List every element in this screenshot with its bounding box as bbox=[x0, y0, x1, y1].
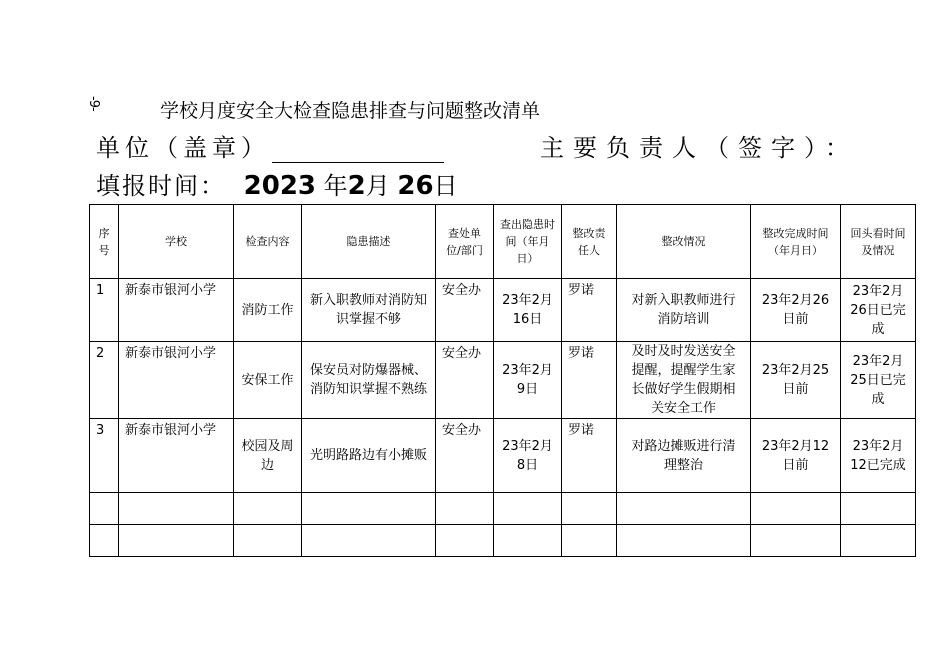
row-school: 新泰市银河小学 bbox=[119, 279, 234, 342]
fill-day-unit: 日 bbox=[433, 172, 458, 200]
row-no: 2 bbox=[90, 342, 119, 419]
row-status: 对新入职教师进行消防培训 bbox=[617, 279, 751, 342]
empty-row bbox=[90, 525, 916, 557]
row-no: 3 bbox=[90, 419, 119, 493]
header-cell: 查出隐患时间（年月日） bbox=[494, 205, 562, 279]
row-content: 消防工作 bbox=[234, 279, 302, 342]
header-cell: 序号 bbox=[90, 205, 119, 279]
row-school: 新泰市银河小学 bbox=[119, 419, 234, 493]
row-review: 23年2月26日已完成 bbox=[841, 279, 916, 342]
fill-year: 2023 bbox=[243, 171, 317, 201]
row-person: 罗诺 bbox=[562, 342, 617, 419]
row-found: 23年2月8日 bbox=[494, 419, 562, 493]
empty-row bbox=[90, 493, 916, 525]
header-cell: 整改责任人 bbox=[562, 205, 617, 279]
fill-time-label: 填报时间： bbox=[96, 172, 226, 200]
page-number: -9- bbox=[86, 96, 101, 111]
row-content: 校园及周边 bbox=[234, 419, 302, 493]
row-review: 23年2月25日已完成 bbox=[841, 342, 916, 419]
header-row bbox=[90, 205, 916, 279]
header-cell: 查处单位/部门 bbox=[436, 205, 494, 279]
row-desc: 新入职教师对消防知识掌握不够 bbox=[302, 279, 436, 342]
fill-year-unit: 年 bbox=[323, 172, 348, 200]
header-cell: 学校 bbox=[119, 205, 234, 279]
header-cell: 整改情况 bbox=[617, 205, 751, 279]
row-review: 23年2月12已完成 bbox=[841, 419, 916, 493]
row-dept: 安全办 bbox=[436, 419, 494, 493]
row-status: 及时及时发送安全提醒，提醒学生家长做好学生假期相关安全工作 bbox=[617, 342, 751, 419]
row-dept: 安全办 bbox=[436, 342, 494, 419]
header-cell: 回头看时间及情况 bbox=[841, 205, 916, 279]
row-desc: 光明路路边有小摊贩 bbox=[302, 419, 436, 493]
unit-blank bbox=[272, 140, 444, 163]
table-row bbox=[90, 342, 916, 419]
row-school: 新泰市银河小学 bbox=[119, 342, 234, 419]
header-cell: 隐患描述 bbox=[302, 205, 436, 279]
header-cell: 整改完成时间（年月日） bbox=[751, 205, 841, 279]
row-done: 23年2月25日前 bbox=[751, 342, 841, 419]
row-no: 1 bbox=[90, 279, 119, 342]
table-row bbox=[90, 279, 916, 342]
header-cell: 检查内容 bbox=[234, 205, 302, 279]
fill-day: 26 bbox=[397, 171, 434, 201]
row-person: 罗诺 bbox=[562, 419, 617, 493]
unit-line bbox=[96, 128, 444, 163]
rectification-table bbox=[89, 204, 916, 557]
fill-month: 2 bbox=[347, 171, 366, 201]
row-found: 23年2月16日 bbox=[494, 279, 562, 342]
row-person: 罗诺 bbox=[562, 279, 617, 342]
fill-time-line bbox=[96, 166, 458, 201]
row-done: 23年2月12日前 bbox=[751, 419, 841, 493]
fill-month-unit: 月 bbox=[365, 172, 390, 200]
row-content: 安保工作 bbox=[234, 342, 302, 419]
row-found: 23年2月9日 bbox=[494, 342, 562, 419]
row-status: 对路边摊贩进行清理整治 bbox=[617, 419, 751, 493]
row-dept: 安全办 bbox=[436, 279, 494, 342]
table-row bbox=[90, 419, 916, 493]
row-desc: 保安员对防爆器械、消防知识掌握不熟练 bbox=[302, 342, 436, 419]
unit-label: 单位（盖章） bbox=[96, 134, 270, 162]
responsible-label: 主要负责人（签字）： bbox=[540, 134, 858, 162]
row-done: 23年2月26日前 bbox=[751, 279, 841, 342]
document-title: 学校月度安全大检查隐患排查与问题整改清单 bbox=[160, 100, 541, 122]
